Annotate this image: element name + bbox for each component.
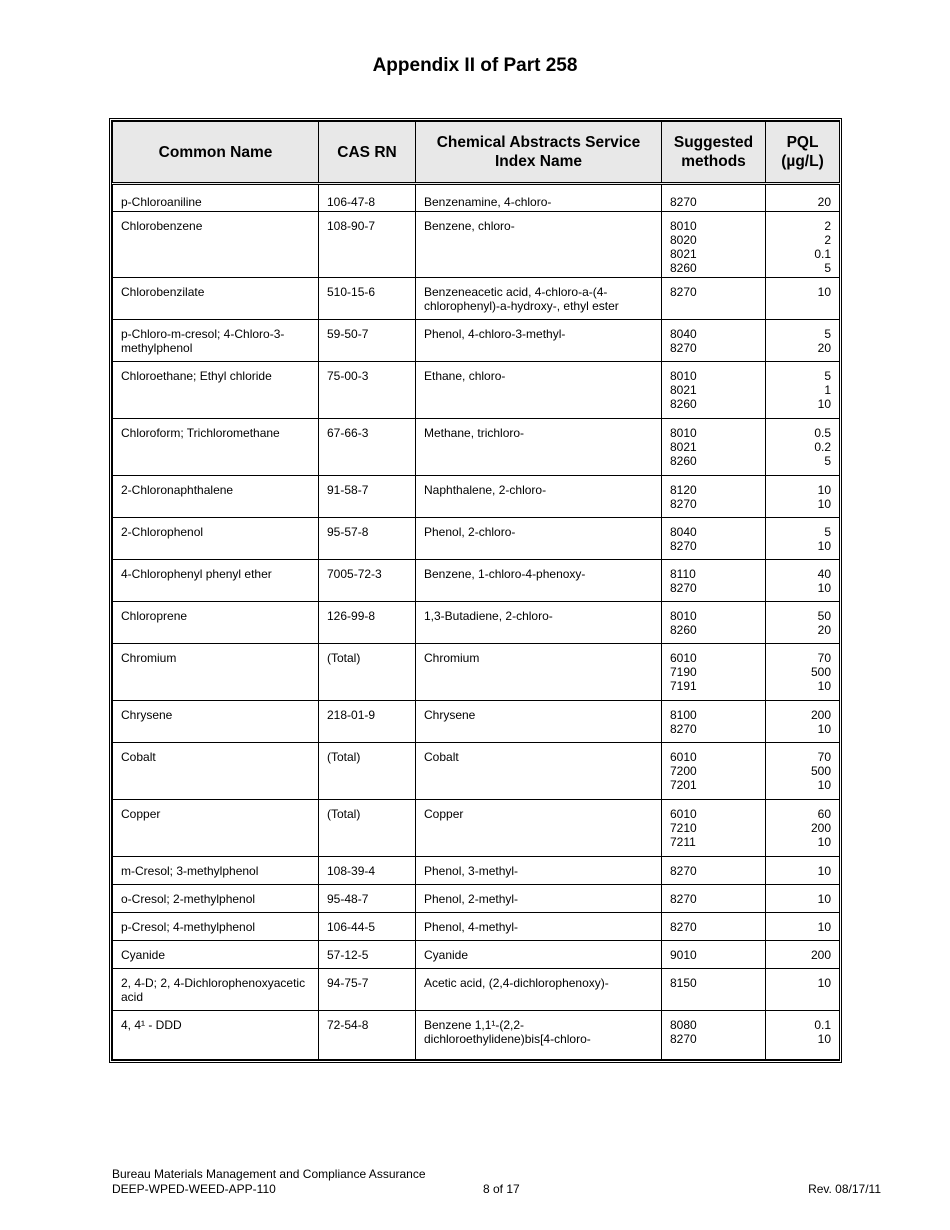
cell-methods: 8100 8270: [662, 701, 766, 743]
cell-cas-rn: 106-44-5: [319, 913, 416, 941]
cell-methods: 8270: [662, 184, 766, 212]
cell-common-name: Chromium: [113, 644, 319, 701]
cell-cas-rn: 106-47-8: [319, 184, 416, 212]
table-row: [113, 602, 840, 644]
cell-pql: 10: [766, 913, 840, 941]
cell-common-name: Chloroform; Trichloromethane: [113, 419, 319, 476]
cell-methods: 8010 8020 8021 8260: [662, 212, 766, 278]
cell-cas-rn: 7005-72-3: [319, 560, 416, 602]
table-row: [113, 800, 840, 857]
cell-common-name: 2-Chloronaphthalene: [113, 476, 319, 518]
table-row: [113, 212, 840, 278]
cell-pql: 10: [766, 885, 840, 913]
cell-index-name: Benzenamine, 4-chloro-: [416, 184, 662, 212]
cell-methods: 8010 8260: [662, 602, 766, 644]
cell-cas-rn: 72-54-8: [319, 1011, 416, 1060]
cell-pql: 70 500 10: [766, 743, 840, 800]
cell-common-name: p-Chloro-m-cresol; 4-Chloro-3-methylphenol: [113, 320, 319, 362]
table-row: [113, 278, 840, 320]
cell-methods: 8010 8021 8260: [662, 419, 766, 476]
header-common-name: Common Name: [113, 122, 319, 184]
cell-cas-rn: (Total): [319, 743, 416, 800]
cell-cas-rn: (Total): [319, 800, 416, 857]
cell-common-name: 4-Chlorophenyl phenyl ether: [113, 560, 319, 602]
table-header-row: [113, 122, 840, 184]
cell-common-name: Chloroethane; Ethyl chloride: [113, 362, 319, 419]
cell-index-name: Phenol, 4-methyl-: [416, 913, 662, 941]
cell-methods: 8270: [662, 857, 766, 885]
cell-common-name: m-Cresol; 3-methylphenol: [113, 857, 319, 885]
cell-cas-rn: 75-00-3: [319, 362, 416, 419]
cell-index-name: 1,3-Butadiene, 2-chloro-: [416, 602, 662, 644]
cell-pql: 10 10: [766, 476, 840, 518]
table-row: [113, 560, 840, 602]
cell-common-name: Cobalt: [113, 743, 319, 800]
cell-index-name: Acetic acid, (2,4-dichlorophenoxy)-: [416, 969, 662, 1011]
cell-index-name: Phenol, 4-chloro-3-methyl-: [416, 320, 662, 362]
table-row: [113, 320, 840, 362]
cell-pql: 10: [766, 969, 840, 1011]
footer-left: [112, 1167, 426, 1197]
cell-methods: 6010 7200 7201: [662, 743, 766, 800]
chemical-table: [109, 118, 842, 1063]
cell-common-name: p-Cresol; 4-methylphenol: [113, 913, 319, 941]
cell-pql: 0.5 0.2 5: [766, 419, 840, 476]
cell-methods: 8150: [662, 969, 766, 1011]
cell-methods: 8080 8270: [662, 1011, 766, 1060]
cell-index-name: Chromium: [416, 644, 662, 701]
cell-methods: 8040 8270: [662, 320, 766, 362]
cell-index-name: Naphthalene, 2-chloro-: [416, 476, 662, 518]
table-body: [113, 184, 840, 1060]
cell-common-name: 2-Chlorophenol: [113, 518, 319, 560]
cell-cas-rn: 94-75-7: [319, 969, 416, 1011]
cell-index-name: Benzene 1,1¹-(2,2-dichloroethylidene)bis[4-chloro-: [416, 1011, 662, 1060]
page-title: Appendix II of Part 258: [372, 55, 578, 76]
cell-common-name: p-Chloroaniline: [113, 184, 319, 212]
cell-methods: 8120 8270: [662, 476, 766, 518]
cell-pql: 2 2 0.1 5: [766, 212, 840, 278]
cell-index-name: Chrysene: [416, 701, 662, 743]
table-row: [113, 743, 840, 800]
cell-common-name: 4, 4¹ - DDD: [113, 1011, 319, 1060]
footer-doc-id: DEEP-WPED-WEED-APP-110: [112, 1182, 276, 1196]
footer-org: Bureau Materials Management and Compliance Assurance: [112, 1167, 426, 1181]
cell-common-name: Copper: [113, 800, 319, 857]
cell-methods: 8270: [662, 885, 766, 913]
cell-pql: 20: [766, 184, 840, 212]
cell-cas-rn: 67-66-3: [319, 419, 416, 476]
cell-pql: 40 10: [766, 560, 840, 602]
cell-methods: 6010 7210 7211: [662, 800, 766, 857]
footer-page-number: 8 of 17: [483, 1182, 520, 1196]
cell-methods: 8010 8021 8260: [662, 362, 766, 419]
cell-pql: 50 20: [766, 602, 840, 644]
cell-common-name: Cyanide: [113, 941, 319, 969]
cell-cas-rn: 218-01-9: [319, 701, 416, 743]
cell-index-name: Cobalt: [416, 743, 662, 800]
table-row: [113, 518, 840, 560]
cell-index-name: Ethane, chloro-: [416, 362, 662, 419]
table-row: [113, 969, 840, 1011]
table-row: [113, 941, 840, 969]
cell-pql: 200: [766, 941, 840, 969]
cell-methods: 6010 7190 7191: [662, 644, 766, 701]
cell-cas-rn: 91-58-7: [319, 476, 416, 518]
table-row: [113, 362, 840, 419]
cell-index-name: Benzeneacetic acid, 4-chloro-a-(4-chlorophenyl)-a-hydroxy-, ethyl ester: [416, 278, 662, 320]
cell-index-name: Methane, trichloro-: [416, 419, 662, 476]
cell-index-name: Copper: [416, 800, 662, 857]
cell-pql: 10: [766, 857, 840, 885]
table-row: [113, 644, 840, 701]
cell-pql: 5 1 10: [766, 362, 840, 419]
cell-cas-rn: 510-15-6: [319, 278, 416, 320]
cell-pql: 5 20: [766, 320, 840, 362]
cell-methods: 8040 8270: [662, 518, 766, 560]
cell-cas-rn: (Total): [319, 644, 416, 701]
cell-pql: 10: [766, 278, 840, 320]
cell-index-name: Benzene, 1-chloro-4-phenoxy-: [416, 560, 662, 602]
table-row: [113, 885, 840, 913]
cell-index-name: Phenol, 2-chloro-: [416, 518, 662, 560]
table-row: [113, 184, 840, 212]
cell-common-name: Chrysene: [113, 701, 319, 743]
cell-common-name: Chloroprene: [113, 602, 319, 644]
cell-cas-rn: 108-90-7: [319, 212, 416, 278]
cell-cas-rn: 95-57-8: [319, 518, 416, 560]
cell-index-name: Phenol, 3-methyl-: [416, 857, 662, 885]
cell-pql: 5 10: [766, 518, 840, 560]
footer-revision: Rev. 08/17/11: [808, 1182, 881, 1196]
table-row: [113, 419, 840, 476]
header-cas-rn: CAS RN: [319, 122, 416, 184]
cell-index-name: Phenol, 2-methyl-: [416, 885, 662, 913]
cell-cas-rn: 108-39-4: [319, 857, 416, 885]
table-row: [113, 913, 840, 941]
cell-index-name: Cyanide: [416, 941, 662, 969]
table-row: [113, 1011, 840, 1060]
cell-index-name: Benzene, chloro-: [416, 212, 662, 278]
cell-cas-rn: 95-48-7: [319, 885, 416, 913]
cell-common-name: Chlorobenzene: [113, 212, 319, 278]
cell-methods: 8110 8270: [662, 560, 766, 602]
cell-common-name: 2, 4-D; 2, 4-Dichlorophenoxyacetic acid: [113, 969, 319, 1011]
table-row: [113, 857, 840, 885]
cell-methods: 9010: [662, 941, 766, 969]
cell-common-name: o-Cresol; 2-methylphenol: [113, 885, 319, 913]
cell-common-name: Chlorobenzilate: [113, 278, 319, 320]
cell-methods: 8270: [662, 913, 766, 941]
table-row: [113, 701, 840, 743]
cell-methods: 8270: [662, 278, 766, 320]
cell-cas-rn: 126-99-8: [319, 602, 416, 644]
cell-cas-rn: 59-50-7: [319, 320, 416, 362]
table-row: [113, 476, 840, 518]
cell-cas-rn: 57-12-5: [319, 941, 416, 969]
header-pql: PQL (µg/L): [766, 122, 840, 184]
cell-pql: 0.1 10: [766, 1011, 840, 1060]
header-methods: Suggested methods: [662, 122, 766, 184]
cell-pql: 60 200 10: [766, 800, 840, 857]
cell-pql: 200 10: [766, 701, 840, 743]
cell-pql: 70 500 10: [766, 644, 840, 701]
header-index-name: Chemical Abstracts Service Index Name: [416, 122, 662, 184]
